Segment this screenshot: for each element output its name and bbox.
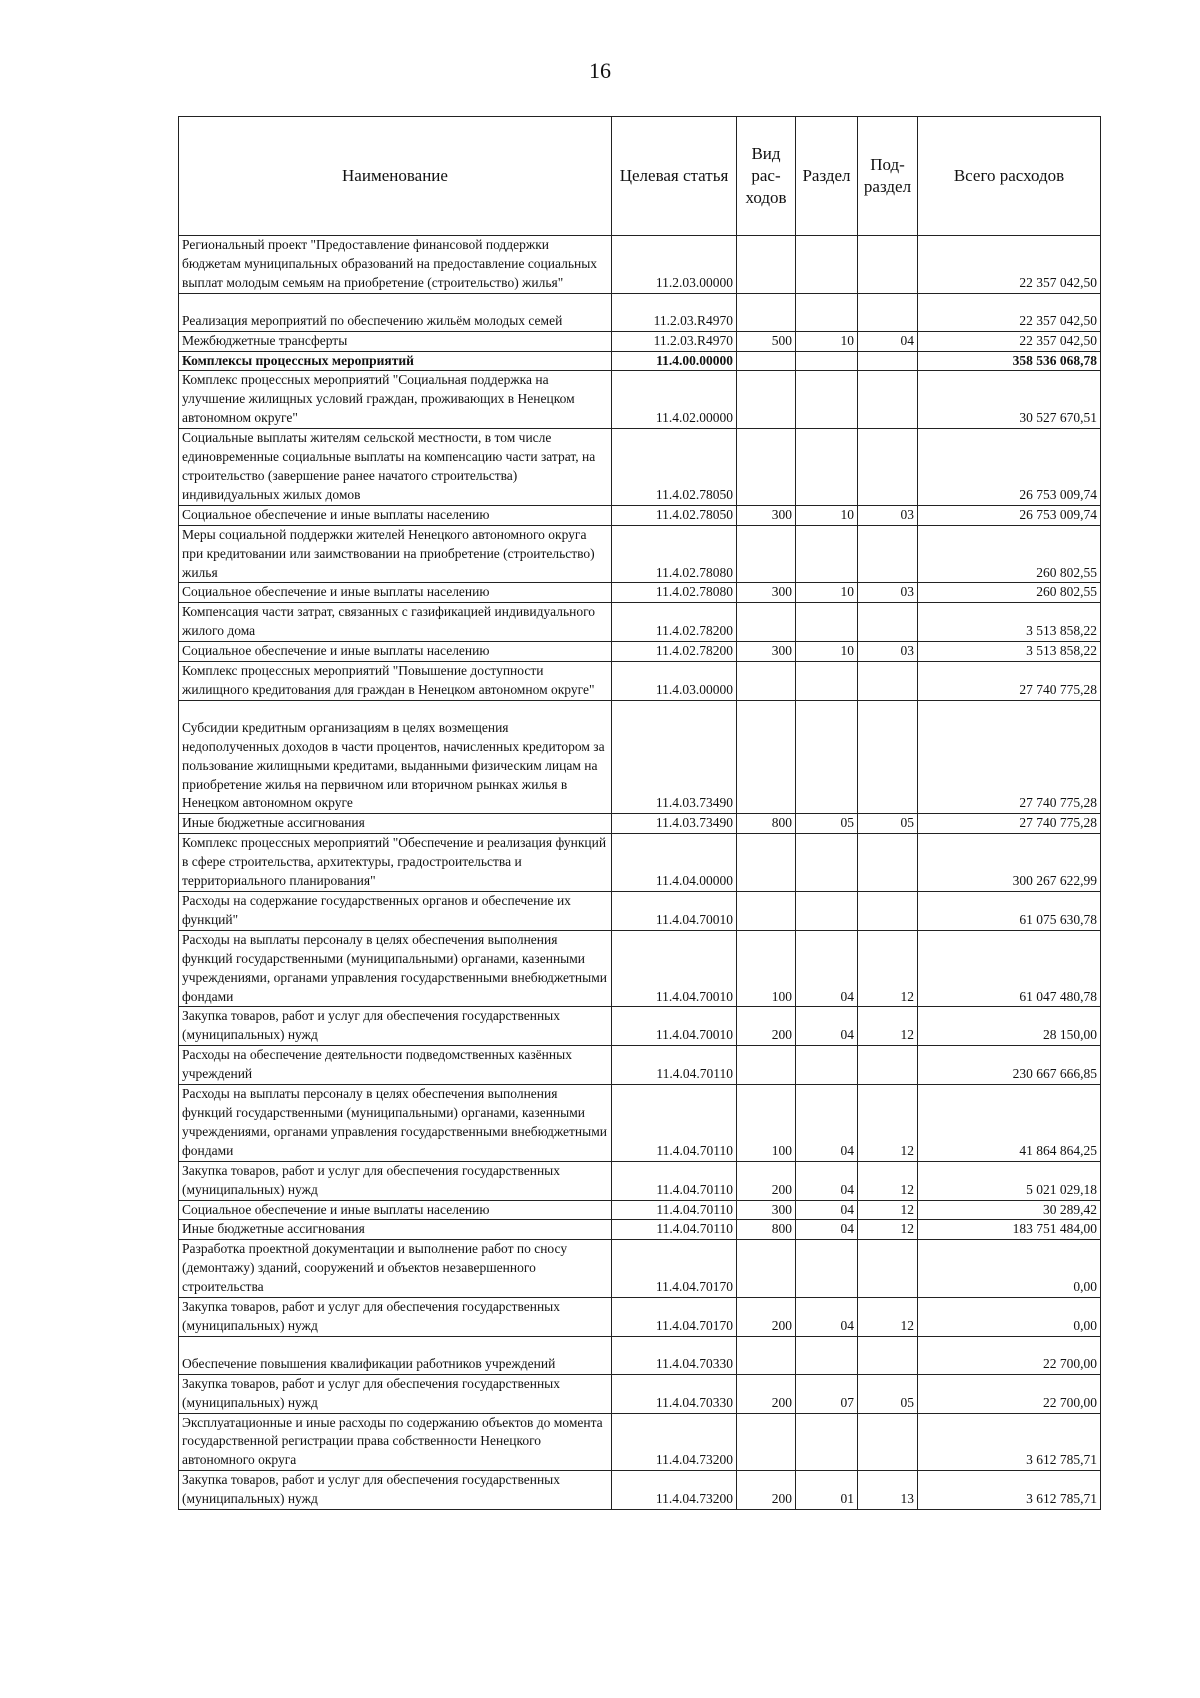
table-row — [179, 1336, 1101, 1374]
page-number: 16 — [589, 58, 611, 83]
row-name-cell: Закупка товаров, работ и услуг для обеспечения государственных (муниципальных) нужд — [179, 1298, 612, 1337]
row-subsection-cell — [858, 525, 918, 583]
table-row — [179, 525, 1101, 583]
row-name-cell: Закупка товаров, работ и услуг для обеспечения государственных (муниципальных) нужд — [179, 1161, 612, 1200]
row-section-cell — [796, 525, 858, 583]
row-expense-type-cell — [737, 351, 796, 371]
row-section-cell: 04 — [796, 1220, 858, 1240]
row-section-cell — [796, 236, 858, 294]
row-subsection-cell — [858, 371, 918, 429]
row-target-article-cell: 11.4.00.00000 — [612, 351, 737, 371]
row-total-cell: 26 753 009,74 — [918, 429, 1101, 506]
row-subsection-cell: 12 — [858, 1085, 918, 1162]
row-expense-type-cell — [737, 1413, 796, 1471]
table-row — [179, 1007, 1101, 1046]
row-name-cell: Социальное обеспечение и иные выплаты населению — [179, 1200, 612, 1220]
row-expense-type-cell — [737, 429, 796, 506]
row-expense-type-cell: 300 — [737, 505, 796, 525]
row-name-cell: Закупка товаров, работ и услуг для обеспечения государственных (муниципальных) нужд — [179, 1471, 612, 1510]
row-target-article-cell: 11.4.04.70110 — [612, 1161, 737, 1200]
row-target-article-cell: 11.4.04.70010 — [612, 892, 737, 931]
row-section-cell: 10 — [796, 583, 858, 603]
row-target-article-cell: 11.4.02.78080 — [612, 583, 737, 603]
row-section-cell: 04 — [796, 1200, 858, 1220]
row-expense-type-cell — [737, 1240, 796, 1298]
row-total-cell: 30 527 670,51 — [918, 371, 1101, 429]
row-subsection-cell: 04 — [858, 331, 918, 351]
row-target-article-cell: 11.4.04.70010 — [612, 930, 737, 1007]
table-row — [179, 371, 1101, 429]
row-section-cell: 01 — [796, 1471, 858, 1510]
row-subsection-cell — [858, 662, 918, 701]
row-total-cell: 5 021 029,18 — [918, 1161, 1101, 1200]
row-section-cell: 10 — [796, 505, 858, 525]
row-name-cell: Расходы на содержание государственных органов и обеспечение их функций" — [179, 892, 612, 931]
row-expense-type-cell: 800 — [737, 814, 796, 834]
row-target-article-cell: 11.2.03.00000 — [612, 236, 737, 294]
row-total-cell: 260 802,55 — [918, 583, 1101, 603]
row-expense-type-cell — [737, 662, 796, 701]
row-section-cell: 10 — [796, 642, 858, 662]
table-row — [179, 930, 1101, 1007]
table-row — [179, 1374, 1101, 1413]
row-target-article-cell: 11.4.03.73490 — [612, 814, 737, 834]
row-total-cell: 27 740 775,28 — [918, 662, 1101, 701]
row-expense-type-cell — [737, 293, 796, 331]
table-row — [179, 1200, 1101, 1220]
row-target-article-cell: 11.4.04.73200 — [612, 1413, 737, 1471]
row-section-cell — [796, 1046, 858, 1085]
table-row — [179, 1413, 1101, 1471]
row-expense-type-cell — [737, 603, 796, 642]
header-expense-type: Вид рас- ходов — [737, 117, 796, 236]
row-name-cell: Социальное обеспечение и иные выплаты населению — [179, 583, 612, 603]
table-row — [179, 662, 1101, 701]
row-section-cell — [796, 1240, 858, 1298]
row-subsection-cell: 05 — [858, 814, 918, 834]
row-section-cell — [796, 429, 858, 506]
row-target-article-cell: 11.2.03.R4970 — [612, 331, 737, 351]
row-section-cell: 04 — [796, 1298, 858, 1337]
row-subsection-cell — [858, 700, 918, 814]
table-row — [179, 351, 1101, 371]
row-section-cell: 04 — [796, 1085, 858, 1162]
table-row — [179, 1046, 1101, 1085]
row-section-cell — [796, 892, 858, 931]
row-subsection-cell: 03 — [858, 583, 918, 603]
row-subsection-cell — [858, 351, 918, 371]
table-body — [179, 236, 1101, 1510]
row-expense-type-cell: 200 — [737, 1471, 796, 1510]
row-total-cell: 230 667 666,85 — [918, 1046, 1101, 1085]
row-expense-type-cell — [737, 700, 796, 814]
row-expense-type-cell: 300 — [737, 1200, 796, 1220]
row-subsection-cell — [858, 1046, 918, 1085]
row-name-cell: Межбюджетные трансферты — [179, 331, 612, 351]
row-subsection-cell: 03 — [858, 642, 918, 662]
row-total-cell: 22 357 042,50 — [918, 236, 1101, 294]
row-total-cell: 260 802,55 — [918, 525, 1101, 583]
row-expense-type-cell: 200 — [737, 1298, 796, 1337]
row-expense-type-cell — [737, 525, 796, 583]
row-name-cell: Иные бюджетные ассигнования — [179, 814, 612, 834]
row-target-article-cell: 11.4.02.78050 — [612, 505, 737, 525]
row-target-article-cell: 11.4.02.00000 — [612, 371, 737, 429]
row-expense-type-cell: 100 — [737, 930, 796, 1007]
row-name-cell: Закупка товаров, работ и услуг для обеспечения государственных (муниципальных) нужд — [179, 1007, 612, 1046]
row-expense-type-cell: 200 — [737, 1374, 796, 1413]
row-expense-type-cell — [737, 236, 796, 294]
row-total-cell: 3 612 785,71 — [918, 1471, 1101, 1510]
row-subsection-cell: 03 — [858, 505, 918, 525]
row-section-cell: 05 — [796, 814, 858, 834]
row-name-cell: Закупка товаров, работ и услуг для обеспечения государственных (муниципальных) нужд — [179, 1374, 612, 1413]
row-subsection-cell: 12 — [858, 1161, 918, 1200]
row-section-cell: 04 — [796, 1007, 858, 1046]
row-name-cell: Комплекс процессных мероприятий "Повышение доступности жилищного кредитования для граждан в Ненецком автономном округе" — [179, 662, 612, 701]
row-target-article-cell: 11.4.04.70110 — [612, 1200, 737, 1220]
table-row — [179, 1085, 1101, 1162]
row-name-cell: Иные бюджетные ассигнования — [179, 1220, 612, 1240]
row-subsection-cell: 12 — [858, 1200, 918, 1220]
header-total: Всего расходов — [918, 117, 1101, 236]
row-total-cell: 61 047 480,78 — [918, 930, 1101, 1007]
row-subsection-cell — [858, 1413, 918, 1471]
row-subsection-cell — [858, 834, 918, 892]
row-total-cell: 3 513 858,22 — [918, 603, 1101, 642]
row-total-cell: 3 612 785,71 — [918, 1413, 1101, 1471]
table-row — [179, 583, 1101, 603]
budget-table — [178, 116, 1101, 1510]
row-target-article-cell: 11.4.04.70110 — [612, 1046, 737, 1085]
table-row — [179, 293, 1101, 331]
row-target-article-cell: 11.4.02.78050 — [612, 429, 737, 506]
row-target-article-cell: 11.4.04.73200 — [612, 1471, 737, 1510]
table-row — [179, 429, 1101, 506]
row-expense-type-cell: 500 — [737, 331, 796, 351]
row-total-cell: 30 289,42 — [918, 1200, 1101, 1220]
row-subsection-cell — [858, 293, 918, 331]
table-row — [179, 700, 1101, 814]
table-row — [179, 331, 1101, 351]
table-row — [179, 1161, 1101, 1200]
table-row — [179, 603, 1101, 642]
row-name-cell: Региональный проект "Предоставление финансовой поддержки бюджетам муниципальных образований на предоставление социальных выплат молодым семьям на приобретение (строительство) жилья" — [179, 236, 612, 294]
header-name: Наименование — [179, 117, 612, 236]
row-name-cell: Социальные выплаты жителям сельской местности, в том числе единовременные социальные выплаты на компенсацию части затрат, на строительство (завершение ранее начатого строительства) индивидуальных жилых домов — [179, 429, 612, 506]
row-target-article-cell: 11.4.03.00000 — [612, 662, 737, 701]
row-total-cell: 0,00 — [918, 1240, 1101, 1298]
row-name-cell: Меры социальной поддержки жителей Ненецкого автономного округа при кредитовании или заимствовании на приобретение (строительство) жилья — [179, 525, 612, 583]
table-row — [179, 236, 1101, 294]
row-total-cell: 3 513 858,22 — [918, 642, 1101, 662]
row-subsection-cell: 12 — [858, 930, 918, 1007]
table-row — [179, 642, 1101, 662]
row-subsection-cell: 12 — [858, 1220, 918, 1240]
row-target-article-cell: 11.2.03.R4970 — [612, 293, 737, 331]
row-section-cell — [796, 603, 858, 642]
row-expense-type-cell: 300 — [737, 642, 796, 662]
row-total-cell: 0,00 — [918, 1298, 1101, 1337]
header-target-article: Целевая статья — [612, 117, 737, 236]
row-name-cell: Обеспечение повышения квалификации работников учреждений — [179, 1336, 612, 1374]
row-total-cell: 27 740 775,28 — [918, 814, 1101, 834]
row-section-cell — [796, 662, 858, 701]
row-subsection-cell: 12 — [858, 1298, 918, 1337]
table-row — [179, 834, 1101, 892]
row-expense-type-cell — [737, 1336, 796, 1374]
row-target-article-cell: 11.4.04.70010 — [612, 1007, 737, 1046]
row-total-cell: 183 751 484,00 — [918, 1220, 1101, 1240]
row-section-cell — [796, 293, 858, 331]
table-row — [179, 1220, 1101, 1240]
row-section-cell — [796, 351, 858, 371]
row-expense-type-cell: 100 — [737, 1085, 796, 1162]
row-subsection-cell — [858, 892, 918, 931]
row-total-cell: 300 267 622,99 — [918, 834, 1101, 892]
row-name-cell: Социальное обеспечение и иные выплаты населению — [179, 642, 612, 662]
row-total-cell: 41 864 864,25 — [918, 1085, 1101, 1162]
row-total-cell: 22 357 042,50 — [918, 331, 1101, 351]
row-subsection-cell: 12 — [858, 1007, 918, 1046]
row-target-article-cell: 11.4.02.78200 — [612, 642, 737, 662]
row-target-article-cell: 11.4.04.70170 — [612, 1240, 737, 1298]
row-expense-type-cell — [737, 892, 796, 931]
row-section-cell — [796, 371, 858, 429]
row-name-cell: Расходы на обеспечение деятельности подведомственных казённых учреждений — [179, 1046, 612, 1085]
table-row — [179, 1298, 1101, 1337]
row-subsection-cell: 13 — [858, 1471, 918, 1510]
row-name-cell: Социальное обеспечение и иные выплаты населению — [179, 505, 612, 525]
row-name-cell: Компенсация части затрат, связанных с газификацией индивидуального жилого дома — [179, 603, 612, 642]
row-total-cell: 22 357 042,50 — [918, 293, 1101, 331]
header-subsection: Под- раздел — [858, 117, 918, 236]
header-section: Раздел — [796, 117, 858, 236]
row-total-cell: 28 150,00 — [918, 1007, 1101, 1046]
row-expense-type-cell: 200 — [737, 1007, 796, 1046]
row-total-cell: 22 700,00 — [918, 1374, 1101, 1413]
row-total-cell: 22 700,00 — [918, 1336, 1101, 1374]
row-expense-type-cell — [737, 834, 796, 892]
row-name-cell: Субсидии кредитным организациям в целях возмещения недополученных доходов в части процентов, начисленных кредитором за пользование жилищными кредитами, выданными физическим лицам на приобретение жилья на первичном или вторичном рынках жилья в Ненецком автономном округе — [179, 700, 612, 814]
row-subsection-cell — [858, 236, 918, 294]
table-row — [179, 505, 1101, 525]
row-expense-type-cell — [737, 1046, 796, 1085]
row-section-cell — [796, 1413, 858, 1471]
row-target-article-cell: 11.4.04.70110 — [612, 1220, 737, 1240]
row-section-cell: 10 — [796, 331, 858, 351]
row-total-cell: 26 753 009,74 — [918, 505, 1101, 525]
row-name-cell: Комплексы процессных мероприятий — [179, 351, 612, 371]
row-target-article-cell: 11.4.04.70330 — [612, 1336, 737, 1374]
row-target-article-cell: 11.4.02.78200 — [612, 603, 737, 642]
row-target-article-cell: 11.4.03.73490 — [612, 700, 737, 814]
row-subsection-cell — [858, 603, 918, 642]
row-expense-type-cell: 300 — [737, 583, 796, 603]
row-name-cell: Эксплуатационные и иные расходы по содержанию объектов до момента государственной регистрации права собственности Ненецкого автономного округа — [179, 1413, 612, 1471]
row-name-cell: Расходы на выплаты персоналу в целях обеспечения выполнения функций государственными (муниципальными) органами, казенными учреждениями, органами управления государственными внебюджетными фондами — [179, 930, 612, 1007]
row-section-cell: 04 — [796, 930, 858, 1007]
row-expense-type-cell — [737, 371, 796, 429]
row-target-article-cell: 11.4.04.00000 — [612, 834, 737, 892]
row-name-cell: Разработка проектной документации и выполнение работ по сносу (демонтажу) зданий, сооружений и объектов незавершенного строительства — [179, 1240, 612, 1298]
row-total-cell: 27 740 775,28 — [918, 700, 1101, 814]
row-subsection-cell — [858, 1240, 918, 1298]
table-header-row — [179, 117, 1101, 236]
row-subsection-cell — [858, 429, 918, 506]
row-expense-type-cell: 800 — [737, 1220, 796, 1240]
table-row — [179, 814, 1101, 834]
row-subsection-cell — [858, 1336, 918, 1374]
row-target-article-cell: 11.4.02.78080 — [612, 525, 737, 583]
row-target-article-cell: 11.4.04.70110 — [612, 1085, 737, 1162]
row-section-cell — [796, 834, 858, 892]
row-section-cell — [796, 700, 858, 814]
table-row — [179, 1240, 1101, 1298]
row-target-article-cell: 11.4.04.70330 — [612, 1374, 737, 1413]
row-subsection-cell: 05 — [858, 1374, 918, 1413]
row-section-cell — [796, 1336, 858, 1374]
row-expense-type-cell: 200 — [737, 1161, 796, 1200]
row-name-cell: Расходы на выплаты персоналу в целях обеспечения выполнения функций государственными (муниципальными) органами, казенными учреждениями, органами управления государственными внебюджетными фондами — [179, 1085, 612, 1162]
table-row — [179, 1471, 1101, 1510]
row-section-cell: 04 — [796, 1161, 858, 1200]
row-total-cell: 61 075 630,78 — [918, 892, 1101, 931]
row-total-cell: 358 536 068,78 — [918, 351, 1101, 371]
row-section-cell: 07 — [796, 1374, 858, 1413]
row-target-article-cell: 11.4.04.70170 — [612, 1298, 737, 1337]
row-name-cell: Реализация мероприятий по обеспечению жильём молодых семей — [179, 293, 612, 331]
table-row — [179, 892, 1101, 931]
row-name-cell: Комплекс процессных мероприятий "Социальная поддержка на улучшение жилищных условий граждан, проживающих в Ненецком автономном округе" — [179, 371, 612, 429]
row-name-cell: Комплекс процессных мероприятий "Обеспечение и реализация функций в сфере строительства, архитектуры, градостроительства и территориального планирования" — [179, 834, 612, 892]
